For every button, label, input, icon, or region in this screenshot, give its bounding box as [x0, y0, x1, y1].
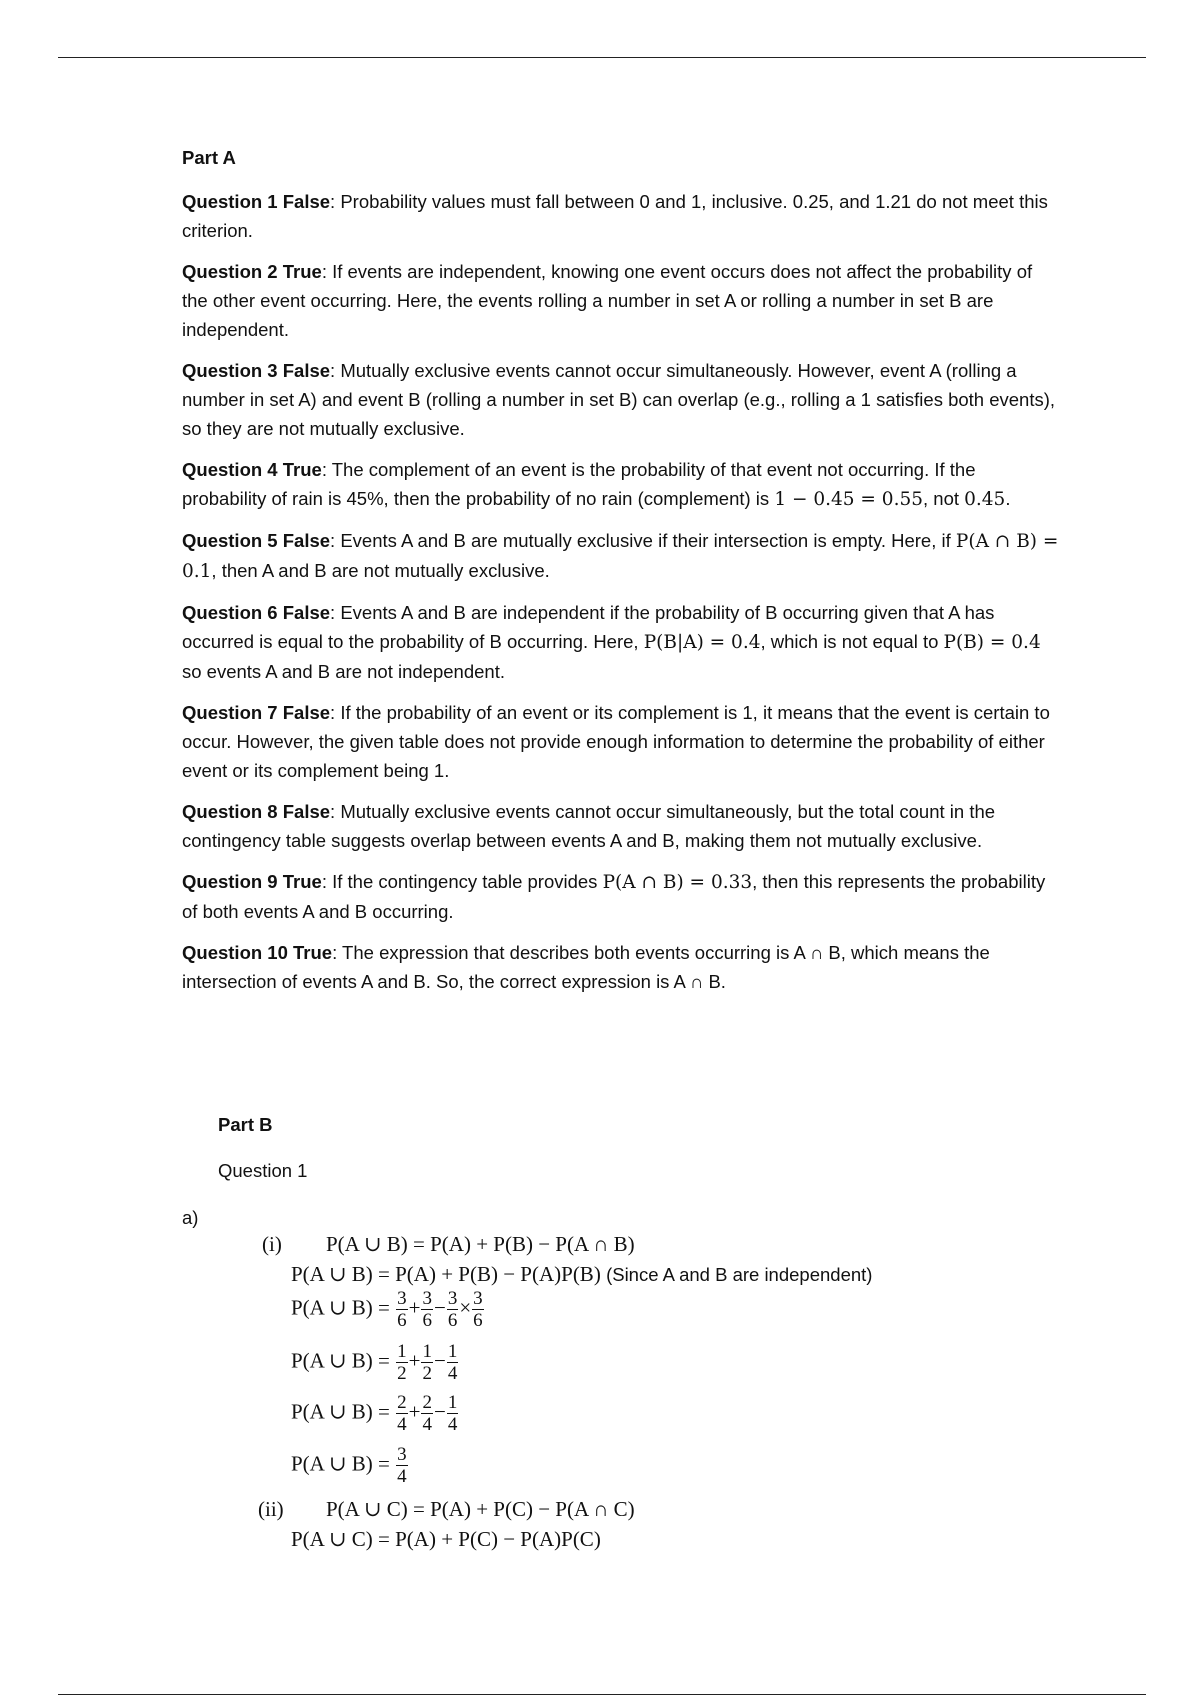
question-text: .	[1005, 488, 1011, 509]
step-simplify-halves: P(A ∪ B) = $\frac{1}{2}$ + $\frac{1}{2}$ − $\frac{1}{4}$	[291, 1341, 458, 1384]
question-text: : If the contingency table provides	[321, 871, 603, 892]
question-text: so events A and B are not independent.	[182, 661, 505, 682]
top-rule	[58, 57, 1146, 58]
part-a-label: a)	[182, 1207, 199, 1228]
independence-note: (Since A and B are independent)	[606, 1264, 873, 1285]
math-expression: P(A ∩ B) = 0.1	[182, 531, 1059, 582]
fraction: $\frac{1}{4}$	[447, 1392, 458, 1435]
fraction: $\frac{3}{6}$	[447, 1288, 458, 1331]
question-text: : If the probability of an event or its complement is 1, it means that the event is certain to occur. However, the given table does not provide enough information to determine the probability of either event or its complement being 1.	[182, 702, 1050, 781]
part-a-section	[182, 143, 1062, 1008]
question-label: Question 9 True	[182, 871, 322, 892]
fraction: $\frac{1}{2}$	[422, 1341, 432, 1384]
question-text: , not	[923, 488, 965, 509]
union-formula-independent	[291, 1262, 872, 1287]
question-label: Question 4 True	[182, 459, 322, 480]
question-text: : If events are independent, knowing one event occurs does not affect the probability of the other event occurring. Here, the events rolling a number in set A or rolling a number in set B are independent.	[182, 261, 1033, 340]
fraction: $\frac{3}{4}$	[397, 1444, 407, 1487]
question-text: : Events A and B are mutually exclusive if their intersection is empty. Here, if	[330, 530, 956, 551]
question-text: : Probability values must fall between 0 and 1, inclusive. 0.25, and 1.21 do not meet this criterion.	[182, 191, 1048, 241]
subpart-i-label: (i)	[262, 1232, 282, 1256]
fraction: $\frac{3}{6}$	[422, 1288, 432, 1331]
question-4	[182, 455, 1062, 514]
question-label: Question 10 True	[182, 942, 333, 963]
part-b-heading: Part B	[218, 1114, 273, 1135]
math-expression: 1 − 0.45 = 0.55	[774, 489, 923, 510]
math-expression: P(A ∪ B) = P(A) + P(B) − P(A)P(B)	[291, 1262, 601, 1286]
fraction: $\frac{2}{4}$	[422, 1392, 432, 1435]
question-label: Question 5 False	[182, 530, 331, 551]
fraction: $\frac{1}{4}$	[447, 1341, 458, 1384]
math-expression: P(B) = 0.4	[943, 632, 1041, 653]
question-text: : Mutually exclusive events cannot occur simultaneously. However, event A (rolling a number in set A) and event B (rolling a number in set B) can overlap (e.g., rolling a 1 satisfies both events), so they are not mutually exclusive.	[182, 360, 1056, 439]
part-a-heading: Part A	[182, 147, 236, 168]
question-6	[182, 598, 1062, 686]
question-10	[182, 938, 1062, 996]
question-text: , then this represents the probability of both events A and B occurring.	[182, 871, 1046, 922]
question-label: Question 3 False	[182, 360, 331, 381]
question-text: , which is not equal to	[760, 631, 944, 652]
fraction: $\frac{2}{4}$	[397, 1392, 407, 1435]
question-9	[182, 867, 1062, 926]
part-b-question-label: Question 1	[218, 1160, 308, 1181]
question-text: : Events A and B are independent if the probability of B occurring given that A has occurred is equal to the probability of B occurring. Here,	[182, 602, 995, 652]
step-common-denominator: P(A ∪ B) = $\frac{2}{4}$ + $\frac{2}{4}$ − $\frac{1}{4}$	[291, 1392, 458, 1435]
union-formula: P(A ∪ B) = P(A) + P(B) − P(A ∩ B)	[326, 1232, 635, 1256]
subpart-ii-label: (ii)	[258, 1497, 284, 1521]
question-text: : The complement of an event is the probability of that event not occurring. If the probability of rain is 45%, then the probability of no rain (complement) is	[182, 459, 976, 509]
fraction: $\frac{1}{2}$	[397, 1341, 407, 1384]
math-expression: P(A ∪ B) =	[291, 1295, 390, 1320]
question-5	[182, 526, 1062, 586]
question-7	[182, 698, 1062, 785]
math-expression: P(A ∪ B) =	[291, 1399, 390, 1424]
question-text: , then A and B are not mutually exclusive.	[211, 560, 550, 581]
question-text: : Mutually exclusive events cannot occur simultaneously, but the total count in the contingency table suggests overlap between events A and B, making them not mutually exclusive.	[182, 801, 996, 851]
question-label: Question 8 False	[182, 801, 331, 822]
question-2	[182, 257, 1062, 344]
fraction: $\frac{3}{6}$	[397, 1288, 407, 1331]
math-expression: 0.45	[964, 489, 1006, 510]
question-label: Question 1 False	[182, 191, 331, 212]
math-expression: P(B|A) = 0.4	[643, 632, 761, 653]
question-1	[182, 187, 1062, 245]
math-expression: P(A ∩ B) = 0.33	[602, 872, 753, 893]
step-result	[291, 1444, 409, 1487]
question-label: Question 2 True	[182, 261, 322, 282]
bottom-rule	[58, 1694, 1146, 1695]
question-label: Question 7 False	[182, 702, 331, 723]
math-expression: P(A ∪ B) =	[291, 1451, 390, 1476]
step-substitution: P(A ∪ B) = $\frac{3}{6}$ + $\frac{3}{6}$ − $\frac{3}{6}$ × $\frac{3}{6}$	[291, 1288, 483, 1331]
math-expression: P(A ∪ B) =	[291, 1348, 390, 1373]
question-text: : The expression that describes both events occurring is A ∩ B, which means the intersection of events A and B. So, the correct expression is A ∩ B.	[182, 942, 990, 992]
union-formula-c: P(A ∪ C) = P(A) + P(C) − P(A ∩ C)	[326, 1497, 635, 1521]
question-8	[182, 797, 1062, 855]
question-3	[182, 356, 1062, 443]
union-formula-c-independent: P(A ∪ C) = P(A) + P(C) − P(A)P(C)	[291, 1527, 601, 1551]
question-label: Question 6 False	[182, 602, 331, 623]
fraction: $\frac{3}{6}$	[473, 1288, 483, 1331]
